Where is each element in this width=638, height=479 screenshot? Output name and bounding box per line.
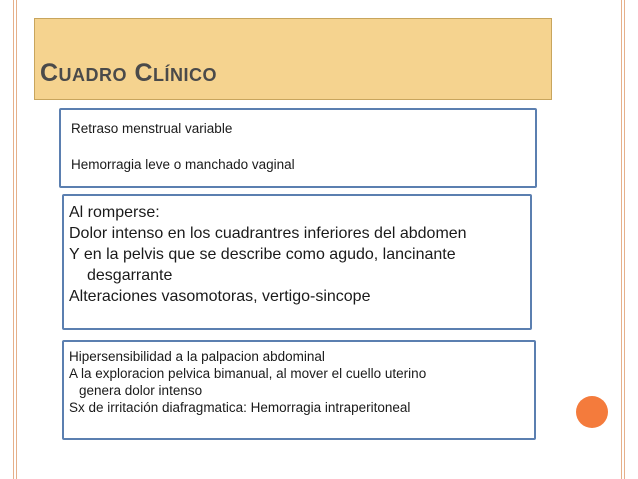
exam-box xyxy=(62,340,536,440)
rupture-line: Al romperse: xyxy=(69,204,160,221)
slide-title: Cuadro Clínico xyxy=(40,59,218,87)
rupture-line: Dolor intenso en los cuadrantres inferiores del abdomen xyxy=(69,225,467,242)
right-border-line-inner xyxy=(621,0,622,479)
symptom-line: Hemorragia leve o manchado vaginal xyxy=(71,157,295,172)
orange-circle-decoration xyxy=(576,396,608,428)
symptoms-box xyxy=(59,108,537,188)
right-border-line xyxy=(624,0,625,479)
left-border-line-inner xyxy=(16,0,17,479)
rupture-line: Y en la pelvis que se describe como agudo, lancinante xyxy=(69,246,456,263)
left-border-line xyxy=(13,0,14,479)
rupture-box xyxy=(62,194,532,330)
symptom-line: Retraso menstrual variable xyxy=(71,121,233,136)
exam-line: A la exploracion pelvica bimanual, al mover el cuello uterino xyxy=(69,366,427,381)
exam-line-continued: genera dolor intenso xyxy=(79,383,203,398)
exam-line: Hipersensibilidad a la palpacion abdominal xyxy=(69,349,325,364)
rupture-line-continued: desgarrante xyxy=(87,267,173,284)
rupture-line: Alteraciones vasomotoras, vertigo-sincope xyxy=(69,288,371,305)
exam-line: Sx de irritación diafragmatica: Hemorragia intraperitoneal xyxy=(69,400,411,415)
